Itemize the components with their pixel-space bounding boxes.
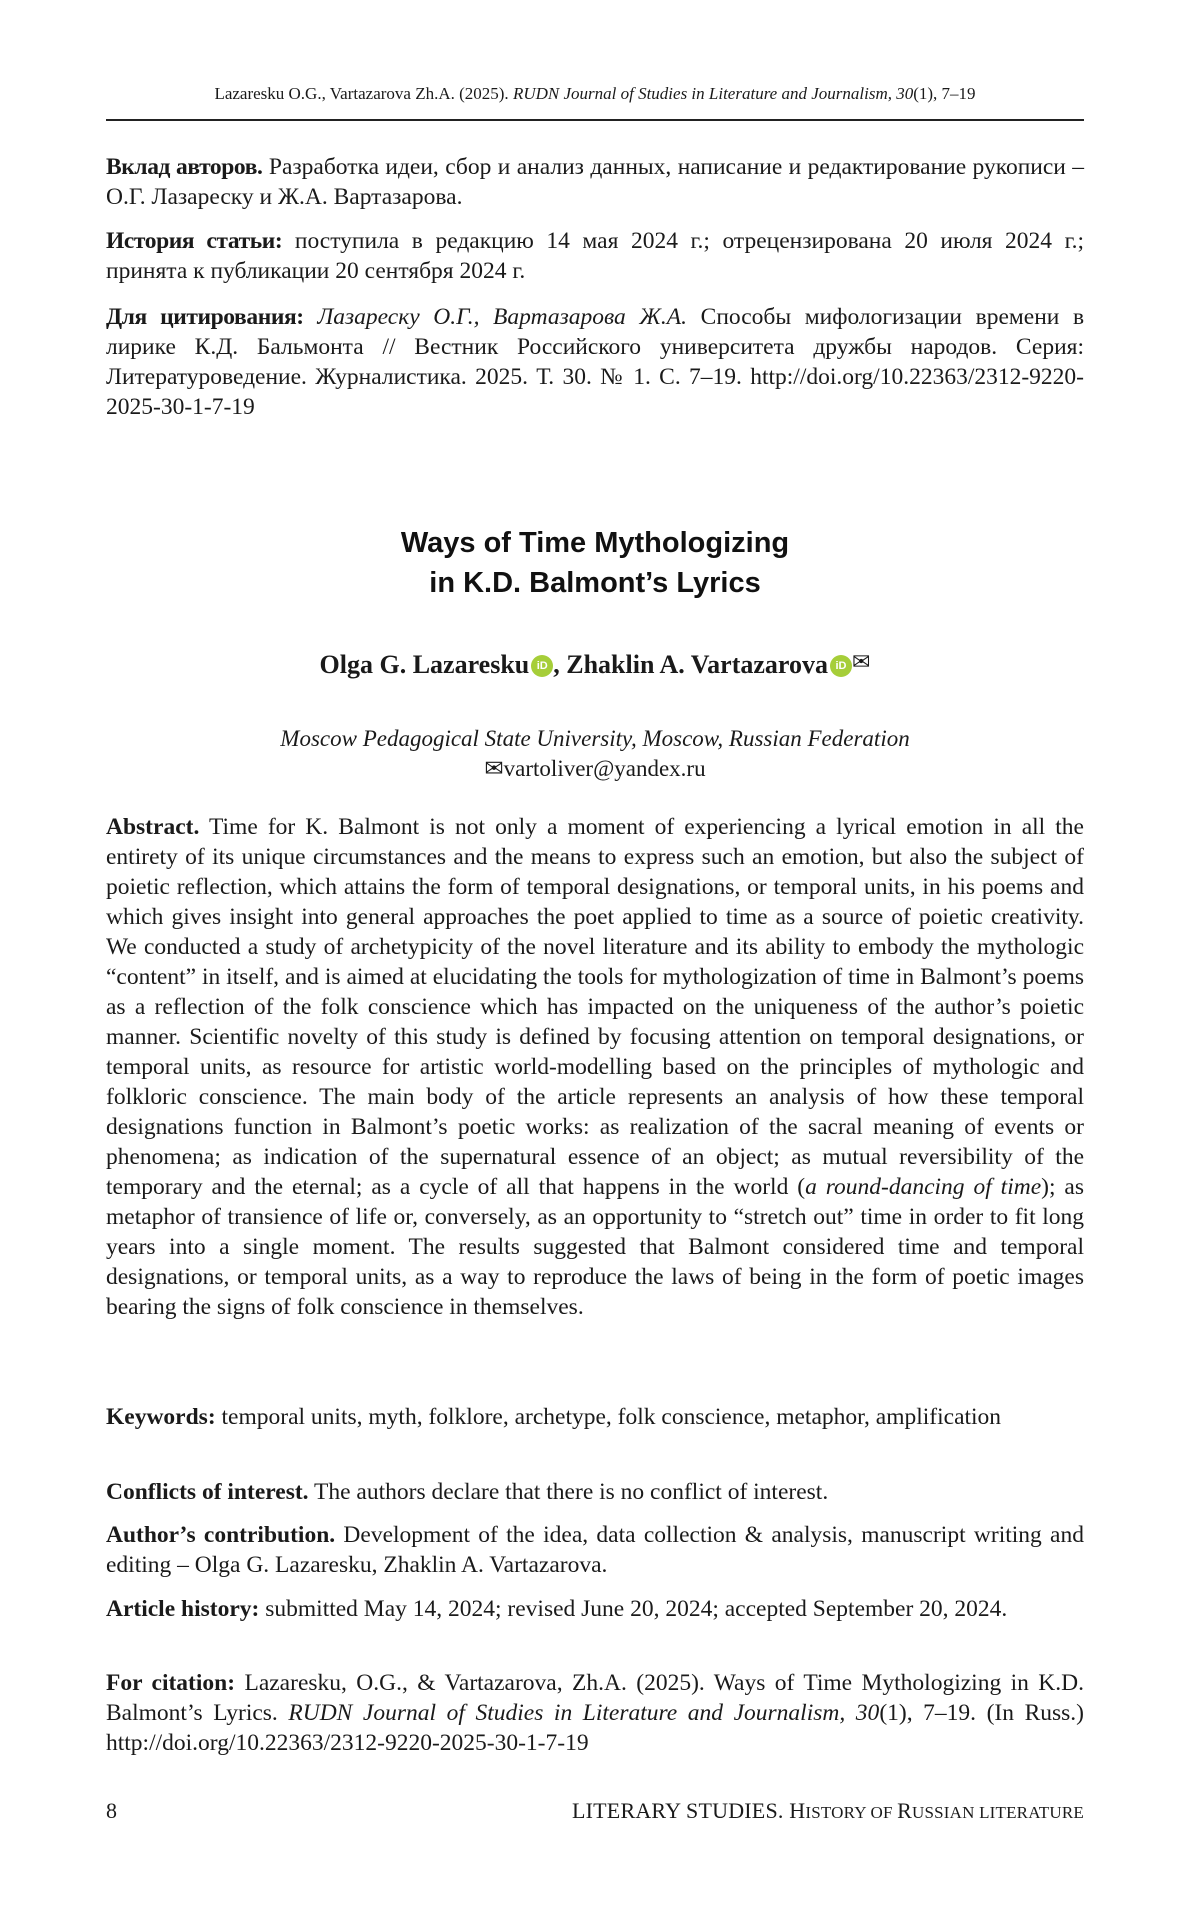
- section-r: R: [897, 1798, 912, 1823]
- running-head: [106, 84, 1084, 104]
- ru-history-label: История статьи:: [106, 228, 282, 254]
- ru-citation-text: Способы мифологизации времени в лирике К.Д. Бальмонта // Вестник Российского университета дружбы народов. Серия: Литературоведение. Журналистика. 2025. Т. 30. № 1. С. 7–19. http://doi.org/10.22363/2312-9220-2025-30-1-7-19: [106, 304, 1084, 420]
- abstract: [106, 812, 1084, 1322]
- running-head-authors: Lazaresku O.G., Vartazarova Zh.A. (2025).: [214, 84, 508, 103]
- contribution-text: Development of the idea, data collection & analysis, manuscript writing and editing – Olga G. Lazaresku, Zhaklin A. Vartazarova.: [106, 1522, 1084, 1578]
- envelope-icon: ✉: [484, 756, 503, 781]
- ru-citation: [106, 302, 1084, 422]
- ru-history-text: поступила в редакцию 14 мая 2024 г.; отрецензирована 20 июля 2024 г.; принята к публикации 20 сентября 2024 г.: [106, 228, 1084, 284]
- running-head-journal: RUDN Journal of Studies in Literature and Journalism,: [513, 84, 892, 103]
- ru-citation-authors: Лазареску О.Г., Вартазарова Ж.А.: [317, 304, 687, 330]
- conflicts-text: The authors declare that there is no conflict of interest.: [314, 1479, 828, 1505]
- section-istory: ISTORY OF: [805, 1803, 897, 1822]
- email-link[interactable]: vartoliver@yandex.ru: [504, 756, 706, 781]
- running-head-volume: 30: [896, 84, 913, 103]
- citation-label: For citation:: [106, 1670, 235, 1696]
- ru-history: [106, 226, 1084, 286]
- citation-text: Lazaresku, O.G., & Vartazarova, Zh.A. (2025). Ways of Time Mythologizing in K.D. Balmont’s Lyrics.: [106, 1670, 1084, 1726]
- keywords: [106, 1402, 1084, 1432]
- envelope-icon[interactable]: ✉: [852, 645, 870, 679]
- section-name: [572, 1798, 1084, 1824]
- conflicts-label: Conflicts of interest.: [106, 1479, 309, 1505]
- citation-text-end: (1), 7–19. (In Russ.) http://doi.org/10.22363/2312-9220-2025-30-1-7-19: [106, 1700, 1084, 1756]
- citation: [106, 1668, 1084, 1758]
- history-text: submitted May 14, 2024; revised June 20, 2024; accepted September 20, 2024.: [265, 1596, 1007, 1622]
- citation-journal: RUDN Journal of Studies in Literature and Journalism, 30: [288, 1700, 879, 1726]
- header-rule: [106, 119, 1084, 121]
- author-1: Olga G. Lazaresku: [320, 650, 530, 679]
- affiliation: Moscow Pedagogical State University, Moscow, Russian Federation: [106, 724, 1084, 754]
- author-separator: ,: [553, 650, 560, 679]
- abstract-italic: a round-dancing of time: [805, 1174, 1041, 1200]
- section-rest: USSIAN LITERATURE: [912, 1803, 1084, 1822]
- page-number: 8: [106, 1798, 117, 1824]
- ru-contribution-text: Разработка идеи, сбор и анализ данных, написание и редактирование рукописи – О.Г. Лазареску и Ж.А. Вартазарова.: [106, 154, 1084, 210]
- conflicts: [106, 1477, 1084, 1507]
- ru-contribution-label: Вклад авторов.: [106, 154, 262, 180]
- abstract-text-end: ); as metaphor of transience of life or, conversely, as an opportunity to “stretch out” time in order to fit long years into a single moment. The results suggested that Balmont considered time and temporal designations, or temporal units, as a way to reproduce the laws of being in the form of poetic images bearing the signs of folk conscience in themselves.: [106, 1174, 1084, 1320]
- orcid-icon[interactable]: iD: [830, 655, 852, 677]
- history: [106, 1594, 1084, 1624]
- title-line-1: Ways of Time Mythologizing: [106, 523, 1084, 563]
- abstract-label: Abstract.: [106, 814, 199, 840]
- orcid-icon[interactable]: iD: [531, 655, 553, 677]
- author-2: Zhaklin A. Vartazarova: [566, 650, 828, 679]
- keywords-text: temporal units, myth, folklore, archetype, folk conscience, metaphor, amplification: [222, 1404, 1002, 1430]
- footer: [106, 1798, 1084, 1828]
- running-head-issue: (1), 7–19: [913, 84, 975, 103]
- authors: [106, 645, 1084, 682]
- keywords-label: Keywords:: [106, 1404, 216, 1430]
- contribution-label: Author’s contribution.: [106, 1522, 335, 1548]
- abstract-text: Time for K. Balmont is not only a moment of experiencing a lyrical emotion in all the entirety of its unique circumstances and the means to express such an emotion, but also the subject of poietic reflection, which attains the form of temporal designations, or temporal units, in his poems and which gives insight into general approaches the poet applied to time as a source of poietic creativity. We conducted a study of archetypicity of the novel literature and its ability to embody the mythologic “content” in itself, and is aimed at elucidating the tools for mythologization of time in Balmont’s poems as a reflection of the folk conscience which has impacted on the uniqueness of the author’s poietic manner. Scientific novelty of this study is defined by focusing attention on temporal designations, or temporal units, as resource for artistic world-modelling based on the principles of mythologic and folkloric conscience. The main body of the article represents an analysis of how these temporal designations function in Balmont’s poetic works: as realization of the sacral meaning of events or phenomena; as indication of the supernatural essence of an object; as mutual reversibility of the temporary and the eternal; as a cycle of all that happens in the world (: [106, 814, 1084, 1200]
- ru-citation-label: Для цитирования:: [106, 304, 304, 330]
- history-label: Article history:: [106, 1596, 259, 1622]
- section-h: H: [789, 1798, 805, 1823]
- email-line: [106, 754, 1084, 784]
- title-line-2: in K.D. Balmont’s Lyrics: [106, 563, 1084, 603]
- ru-contribution: [106, 152, 1084, 212]
- contribution: [106, 1520, 1084, 1580]
- section-main: LITERARY STUDIES.: [572, 1798, 789, 1823]
- article-title: [106, 523, 1084, 603]
